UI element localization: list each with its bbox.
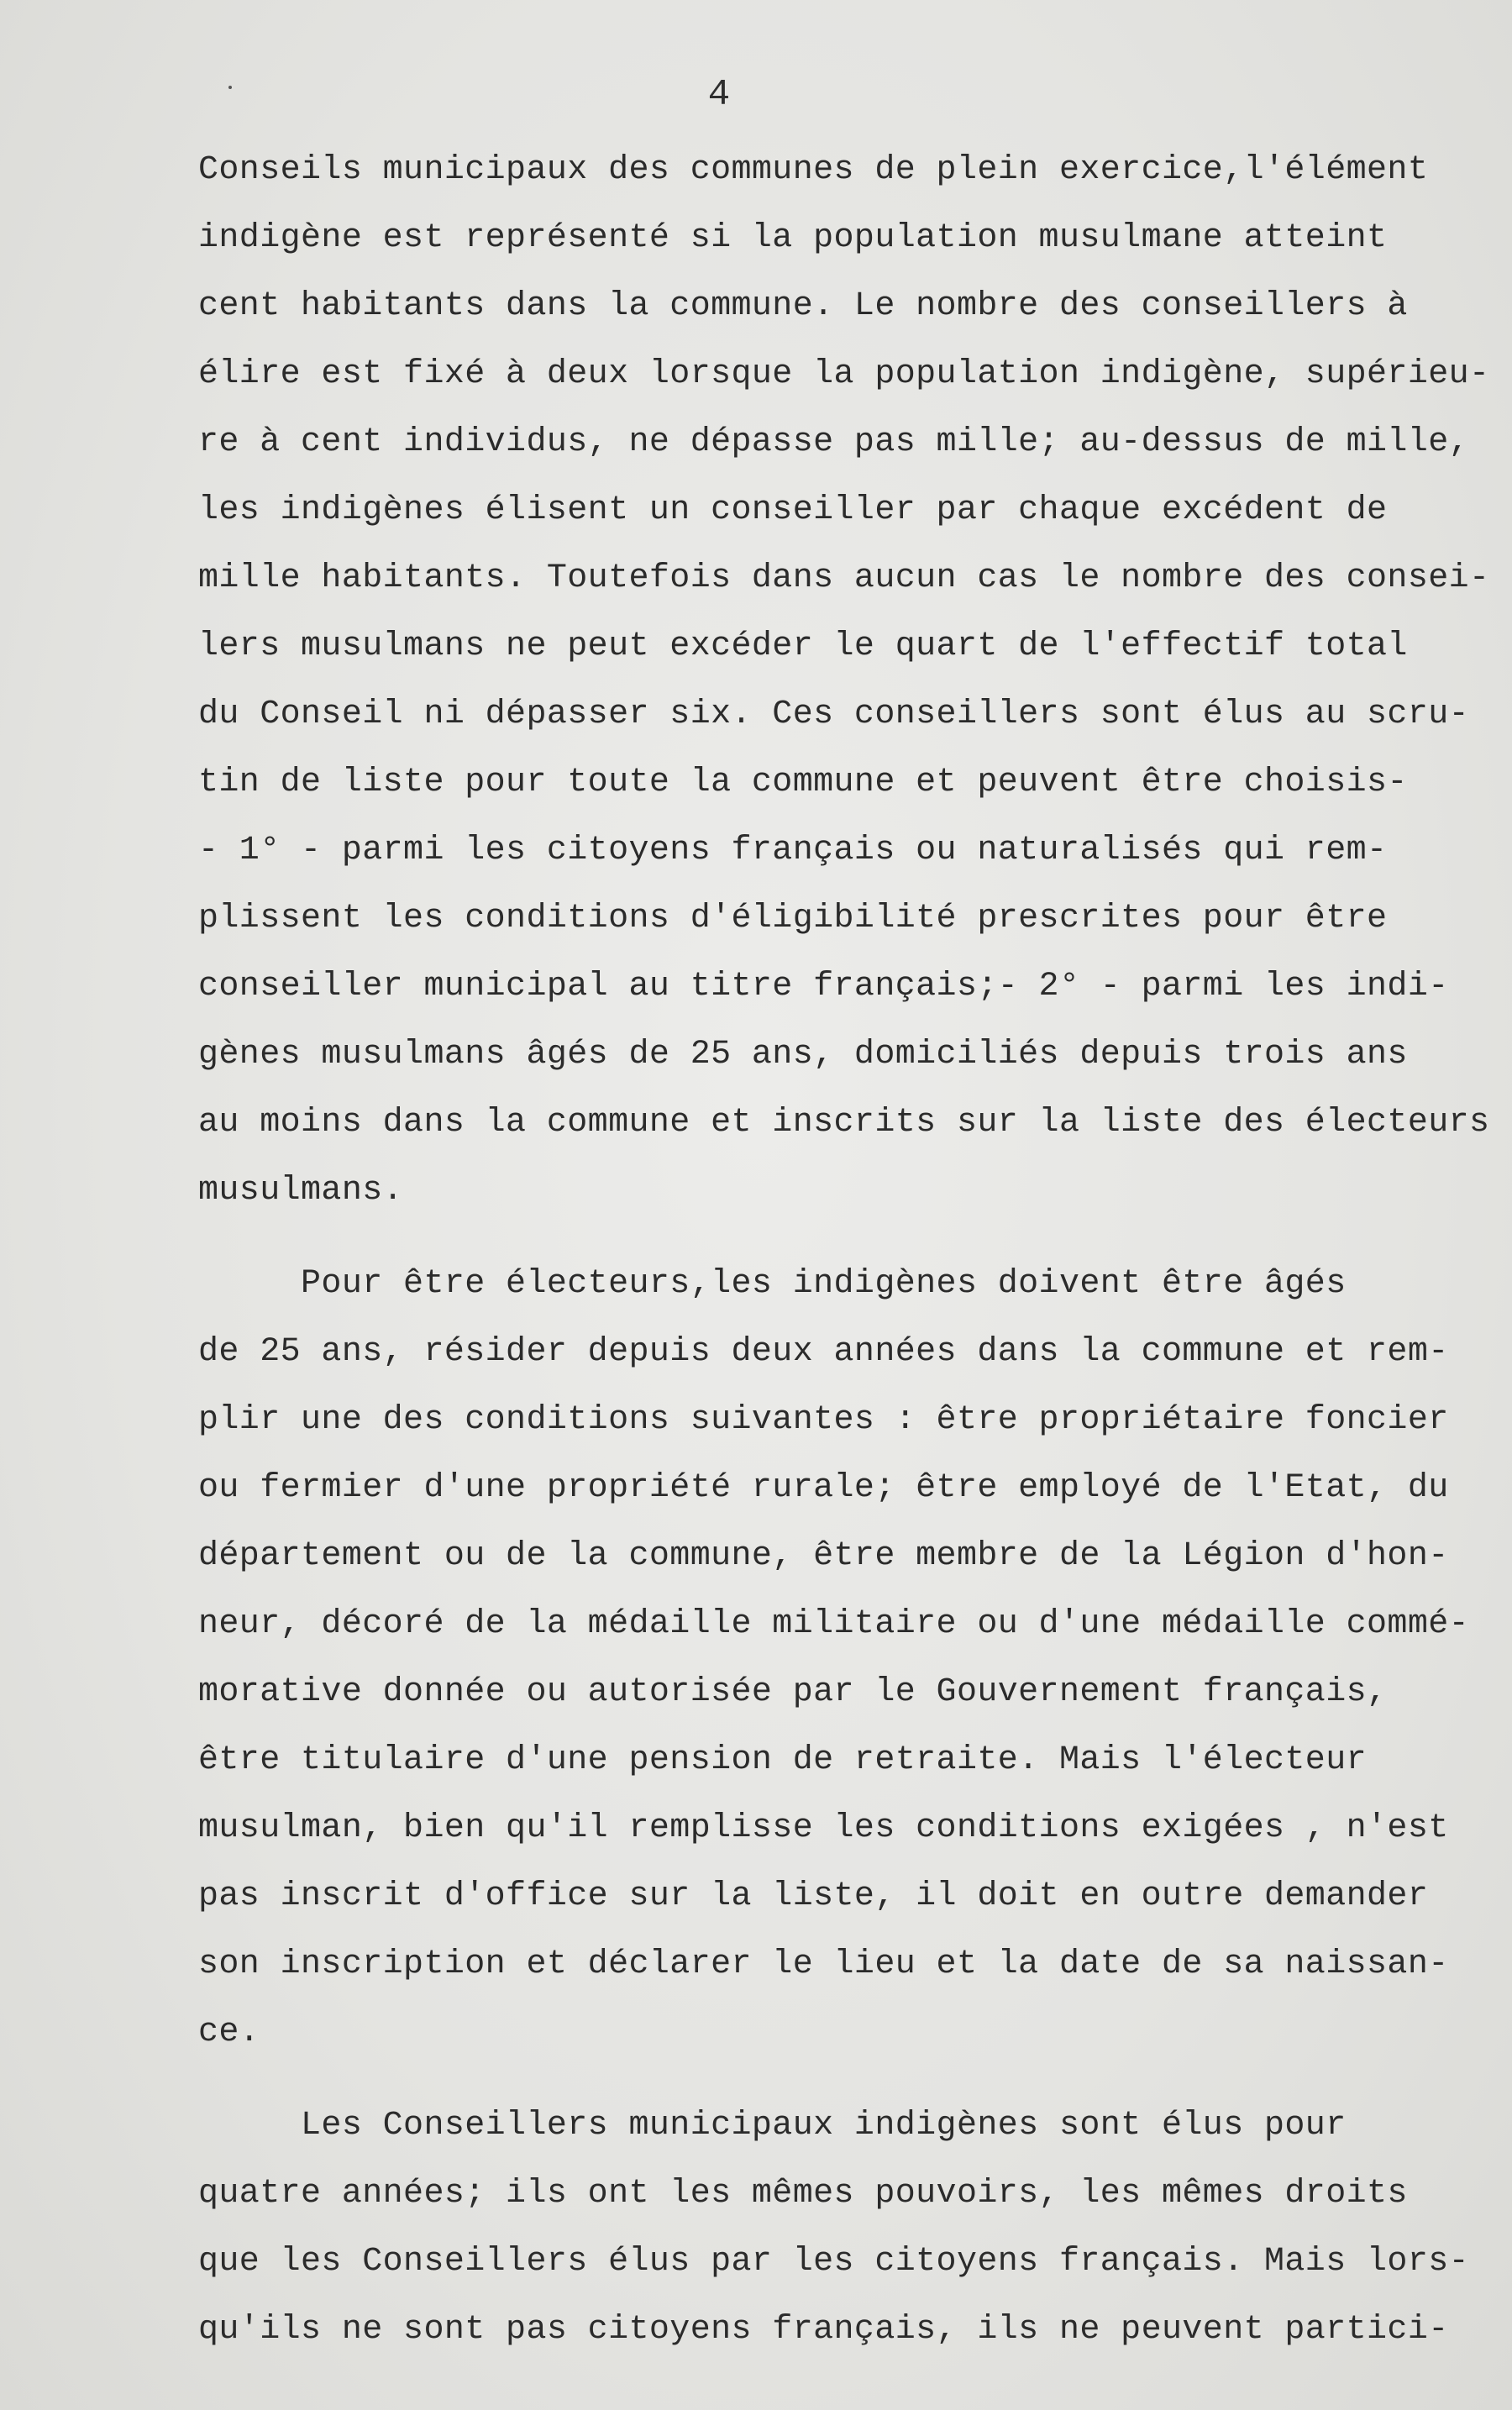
text-line: les indigènes élisent un conseiller par chaque excédent de — [198, 491, 1388, 529]
text-line: Conseils municipaux des communes de plein exercice,l'élément — [198, 151, 1429, 189]
paragraph-gap — [198, 1225, 1475, 1250]
text-line: cent habitants dans la commune. Le nombre des conseillers à — [198, 287, 1408, 325]
text-line: re à cent individus, ne dépasse pas mille; au-dessus de mille, — [198, 423, 1470, 461]
text-line: qu'ils ne sont pas citoyens français, ils ne peuvent partici- — [198, 2311, 1449, 2349]
page-number: 4 — [707, 74, 731, 116]
text-line: plissent les conditions d'éligibilité prescrites pour être — [198, 900, 1388, 937]
paragraph-3 — [198, 2092, 1475, 2364]
text-line: élire est fixé à deux lorsque la population indigène, supérieu- — [198, 355, 1490, 393]
text-line: Les Conseillers municipaux indigènes sont élus pour — [198, 2107, 1347, 2145]
text-line: - 1° - parmi les citoyens français ou naturalisés qui rem- — [198, 832, 1388, 869]
paragraph-1 — [198, 136, 1490, 1225]
text-line: gènes musulmans âgés de 25 ans, domiciliés depuis trois ans — [198, 1036, 1408, 1074]
text-line: indigène est représenté si la population musulmane atteint — [198, 219, 1388, 257]
text-line: que les Conseillers élus par les citoyens français. Mais lors- — [198, 2243, 1470, 2281]
text-line: quatre années; ils ont les mêmes pouvoirs, les mêmes droits — [198, 2175, 1408, 2213]
text-line: neur, décoré de la médaille militaire ou d'une médaille commé- — [198, 1605, 1470, 1643]
text-line: au moins dans la commune et inscrits sur la liste des électeurs — [198, 1104, 1490, 1142]
text-line: mille habitants. Toutefois dans aucun cas le nombre des consei- — [198, 559, 1490, 597]
text-line: musulman, bien qu'il remplisse les conditions exigées , n'est — [198, 1809, 1449, 1847]
paragraph-2 — [198, 1250, 1475, 2066]
text-line: de 25 ans, résider depuis deux années dans la commune et rem- — [198, 1333, 1449, 1371]
text-line: musulmans. — [198, 1172, 404, 1210]
paragraph-gap — [198, 2066, 1475, 2092]
text-line: Pour être électeurs,les indigènes doivent être âgés — [198, 1265, 1347, 1303]
text-line: du Conseil ni dépasser six. Ces conseillers sont élus au scru- — [198, 696, 1470, 733]
text-line: lers musulmans ne peut excéder le quart de l'effectif total — [198, 627, 1408, 665]
text-line: ou fermier d'une propriété rurale; être employé de l'Etat, du — [198, 1469, 1449, 1507]
text-line: ce. — [198, 2014, 260, 2051]
text-line: être titulaire d'une pension de retraite. Mais l'électeur — [198, 1741, 1368, 1779]
text-line: conseiller municipal au titre français;- 2° - parmi les indi- — [198, 968, 1449, 1005]
body-text — [198, 136, 1490, 2364]
text-line: tin de liste pour toute la commune et peuvent être choisis- — [198, 764, 1408, 801]
text-line: son inscription et déclarer le lieu et la date de sa naissan- — [198, 1945, 1449, 1983]
text-line: plir une des conditions suivantes : être propriétaire foncier — [198, 1401, 1449, 1439]
text-line: département ou de la commune, être membre de la Légion d'hon- — [198, 1537, 1449, 1575]
text-line: pas inscrit d'office sur la liste, il doit en outre demander — [198, 1877, 1429, 1915]
text-line: morative donnée ou autorisée par le Gouvernement français, — [198, 1673, 1388, 1711]
